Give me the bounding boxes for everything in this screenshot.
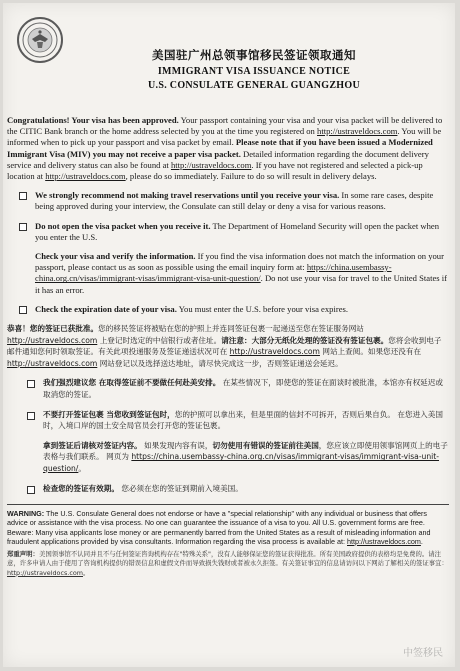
intro-text-2: . You will be informed when to pick up your passport and visa packet by email. xyxy=(7,126,442,148)
warning-end-zh: 。 xyxy=(83,568,90,577)
verify-visa-paragraph-zh xyxy=(43,440,449,475)
intro-zh-bold: 请注意：大部分无纸化处理的签证没有签证包裹。 xyxy=(221,335,389,345)
checklist-item-travel-zh xyxy=(7,377,449,400)
notice-header xyxy=(63,47,445,91)
item-text-zh: 在某些情况下，即使您的签证在面谈时被批准，本馆亦有权延迟或取消您的签证。 xyxy=(43,378,443,400)
checkbox-icon xyxy=(19,306,27,314)
intro-text-5: , please do so immediately. Failure to do so will result in delivery delays. xyxy=(125,171,377,182)
checklist-item-expiration-zh xyxy=(7,483,449,495)
title-en-1: IMMIGRANT VISA ISSUANCE NOTICE xyxy=(157,66,351,77)
sub-text-zh: 如果发现内容有误， xyxy=(141,440,213,450)
checklist-item-expiration xyxy=(7,304,449,315)
intro-bold-note: Please note that if you have been issued a Modernized Immigrant Visa (MIV) you may not receive a paper visa packet. xyxy=(7,137,433,159)
checklist-item-packet xyxy=(7,221,449,296)
consulate-seal-icon xyxy=(17,17,63,63)
warning-link-zh[interactable]: http://ustraveldocs.com xyxy=(7,568,83,577)
intro-lead-zh: 恭喜！您的签证已获批准。 xyxy=(7,324,99,334)
checkbox-icon xyxy=(27,380,35,388)
intro-text-1: Your passport containing your visa and your visa packet will be delivered to the CITIC Bank branch or the home address selected by you at the time you registered on xyxy=(7,115,443,137)
intro-text-3: Detailed information regarding the document delivery service and delivery status can also be found at xyxy=(7,148,429,170)
verify-visa-paragraph xyxy=(35,251,449,296)
intro-link-1[interactable]: http://ustraveldocs.com xyxy=(317,126,398,137)
notice-body xyxy=(7,115,449,578)
intro-link-3[interactable]: http://ustraveldocs.com xyxy=(45,171,126,182)
intro-zh-link-3[interactable]: http://ustraveldocs.com xyxy=(7,358,98,368)
sub-text-3-zh: 。 xyxy=(78,463,86,473)
item-bold: Do not open the visa packet when you receive it. xyxy=(35,220,211,231)
warning-label: WARNING: xyxy=(7,509,45,519)
warning-text-zh: 美国领事馆不认同并且不与任何签证咨询机构存在"特殊关系"，没有人能够保证您的签证获得批准。所有美国政府提供的表格均是免费的。请注意，许多申请人由于使用了咨询机构提供的错误信息和虚假文件而导致损失钱财或者被永久拒签。有关签证事宜的信息请访问以下网站了解相关的签证事宜： xyxy=(7,549,448,568)
checkbox-icon xyxy=(19,192,27,200)
intro-zh-text-3: 您将会收到电子邮件通知您何时领取签证。有关此项投递服务及签证递送状况可在 xyxy=(7,335,442,357)
checklist-item-travel xyxy=(7,190,449,212)
section-divider xyxy=(7,504,449,505)
intro-lead: Congratulations! Your visa has been approved. xyxy=(7,115,179,125)
intro-zh-text-4: 网站上查阅。如果您还没有在 xyxy=(319,347,422,357)
item-bold-zh: 检查您的签证有效期。 xyxy=(43,483,119,493)
notice-sheet xyxy=(3,3,455,667)
inquiry-form-link-zh[interactable]: https://china.usembassy-china.org.cn/visas/immigrant-visas/immigrant-visa-unit-question/ xyxy=(43,452,440,473)
item-text: The Department of Homeland Security will open the packet when you enter the U.S. xyxy=(35,220,439,242)
sub-bold-2-zh: 切勿使用有错误的签证前往美国 xyxy=(212,440,319,450)
sub-text-2: . Do not use your visa for travel to the United States if it has an error. xyxy=(35,273,448,295)
title-zh: 美国驻广州总领事馆移民签证领取通知 xyxy=(152,48,356,62)
sub-bold: Check your visa and verify the information. xyxy=(35,251,196,262)
checklist-item-packet-zh xyxy=(7,409,449,475)
sub-text: If you find the visa information does not match the information on your passport, please contact us as soon as possible using the email inquiry form at: xyxy=(35,251,444,273)
chinese-section xyxy=(7,323,449,494)
sub-bold-zh: 拿到签证后请核对签证内容。 xyxy=(43,440,142,450)
item-text: You must enter the U.S. before your visa expires. xyxy=(176,303,349,314)
intro-paragraph xyxy=(7,115,449,182)
item-text: In some rare cases, despite being approved during your interview, the Consulate can still delay or deny a visa for various reasons. xyxy=(35,190,434,212)
item-bold: Check the expiration date of your visa. xyxy=(35,303,177,314)
sub-text-2-zh: ，您应该立即使用领事馆网页上的电子表格与我们联系。 网页为 xyxy=(43,440,448,462)
warning-text: The U.S. Consulate General does not endorse or have a "special relationship" with any individual or business that offers advice or assistance with the visa process. No one can guarantee the issuance of a visa to you. All U.S. government forms are free. Beware: Many visa applicants lose money or are permanently barred from the United States as a result of misleading information and fraudulent applications provided by visa consultants. Information regarding the visa process is available at: xyxy=(7,509,431,546)
warning-link[interactable]: http://ustraveldocs.com xyxy=(347,536,421,546)
checkbox-icon xyxy=(27,412,35,420)
item-text-zh: 您必须在您的签证到期前入境美国。 xyxy=(118,483,243,493)
intro-text-4: . If you have not registered and selected a pick-up location at xyxy=(7,159,423,182)
checkbox-icon xyxy=(19,223,27,231)
item-bold: We strongly recommend not making travel reservations until you receive your visa. xyxy=(35,190,340,201)
item-bold-zh: 我们强烈建议您 在取得签证前不要做任何赴美安排。 xyxy=(43,378,221,388)
warning-end: . xyxy=(420,536,423,546)
intro-paragraph-zh xyxy=(7,323,449,369)
intro-zh-text-5: 网站登记以及选择送达地址，请尽快完成这一步，否则签证递送会延迟。 xyxy=(97,358,343,368)
watermark-text: 中签移民 xyxy=(403,648,443,659)
item-text-zh: 您的护照可以拿出来，但是里面的信封不可拆开，否则后果自负。 在您进入美国时，入境口岸的国土安全局官员会打开您的签证包裹。 xyxy=(43,409,443,431)
intro-zh-link-2[interactable]: http://ustraveldocs.com xyxy=(229,347,320,357)
intro-zh-text-2: 上登记时选定的中信银行或者住址。 xyxy=(97,335,222,345)
intro-link-2[interactable]: http://ustraveldocs.com xyxy=(170,159,252,170)
inquiry-form-link[interactable]: https://china.usembassy-china.org.cn/visas/immigrant-visas/immigrant-visa-unit-question/ xyxy=(35,262,392,284)
checkbox-icon xyxy=(27,486,35,494)
warning-label-zh: 郑重声明： xyxy=(7,549,39,558)
item-bold-zh: 不要打开签证包裹 当您收到签证包时， xyxy=(43,409,175,419)
intro-zh-link-1[interactable]: http://ustraveldocs.com xyxy=(7,335,98,345)
intro-zh-text-1: 您的移民签证将被贴在您的护照上并连同签证包裹一起递送至您在签证服务网站 xyxy=(98,324,364,334)
warning-paragraph xyxy=(7,509,449,546)
warning-paragraph-zh xyxy=(7,550,449,578)
title-en-2: U.S. CONSULATE GENERAL GUANGZHOU xyxy=(148,80,360,91)
